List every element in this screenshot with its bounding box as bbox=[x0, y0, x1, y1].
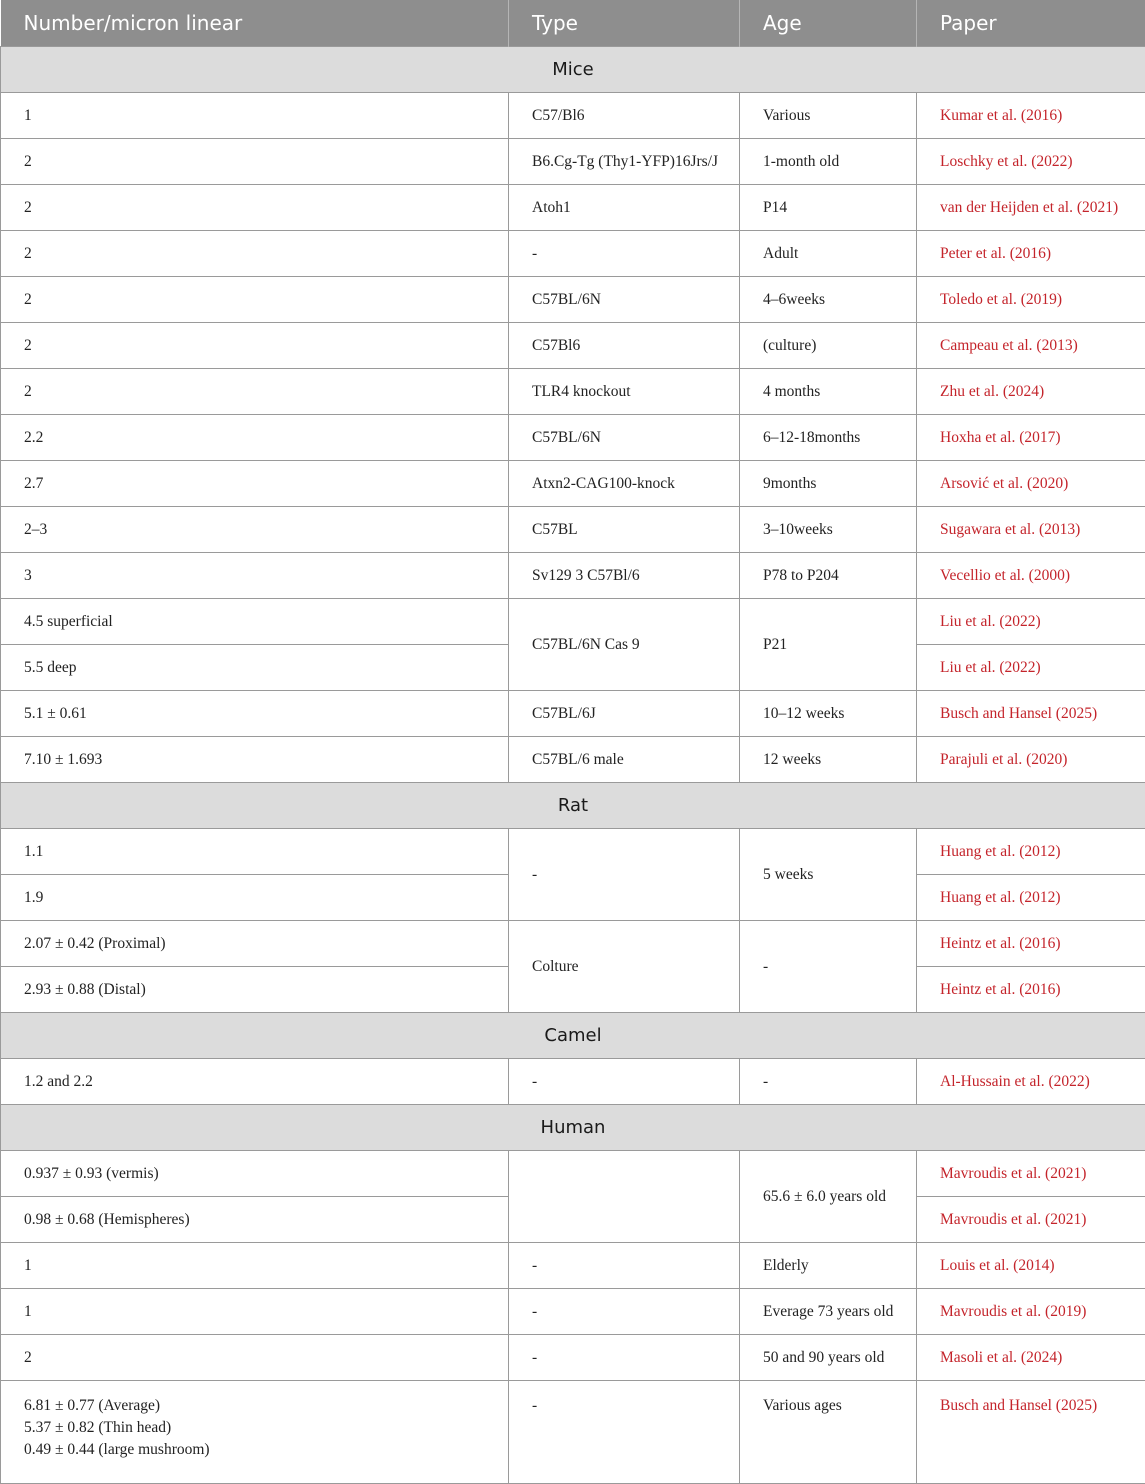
paper-link[interactable]: Vecellio et al. (2000) bbox=[917, 553, 1145, 599]
type-cell: C57BL/6N bbox=[509, 415, 740, 461]
number-cell: 4.5 superficial bbox=[1, 599, 509, 645]
number-cell: 1.1 bbox=[1, 829, 509, 875]
number-cell: 2 bbox=[1, 139, 509, 185]
section-row-rat bbox=[1, 783, 1145, 829]
table-row bbox=[1, 369, 1145, 415]
paper-link[interactable]: Masoli et al. (2024) bbox=[917, 1335, 1145, 1381]
age-cell: Everage 73 years old bbox=[740, 1289, 917, 1335]
header-type: Type bbox=[509, 0, 740, 47]
section-row-human bbox=[1, 1105, 1145, 1151]
paper-link[interactable]: Parajuli et al. (2020) bbox=[917, 737, 1145, 783]
number-line: 6.81 ± 0.77 (Average) bbox=[24, 1395, 508, 1417]
type-cell: - bbox=[509, 1381, 740, 1484]
number-cell: 2.93 ± 0.88 (Distal) bbox=[1, 967, 509, 1013]
section-label: Camel bbox=[1, 1013, 1145, 1059]
paper-link[interactable]: Al-Hussain et al. (2022) bbox=[917, 1059, 1145, 1105]
age-cell: Elderly bbox=[740, 1243, 917, 1289]
age-cell: Various ages bbox=[740, 1381, 917, 1484]
table-row bbox=[1, 415, 1145, 461]
number-cell: 5.1 ± 0.61 bbox=[1, 691, 509, 737]
number-cell: 2 bbox=[1, 369, 509, 415]
age-cell: 3–10weeks bbox=[740, 507, 917, 553]
type-cell: - bbox=[509, 1243, 740, 1289]
number-cell: 5.5 deep bbox=[1, 645, 509, 691]
paper-link[interactable]: Hoxha et al. (2017) bbox=[917, 415, 1145, 461]
age-cell: (culture) bbox=[740, 323, 917, 369]
number-cell: 2 bbox=[1, 323, 509, 369]
type-cell: C57/Bl6 bbox=[509, 93, 740, 139]
table-row bbox=[1, 323, 1145, 369]
age-cell: 4 months bbox=[740, 369, 917, 415]
paper-link[interactable]: Liu et al. (2022) bbox=[917, 599, 1145, 645]
number-cell: 2.7 bbox=[1, 461, 509, 507]
section-row-camel bbox=[1, 1013, 1145, 1059]
paper-link[interactable]: Loschky et al. (2022) bbox=[917, 139, 1145, 185]
age-cell: P78 to P204 bbox=[740, 553, 917, 599]
age-cell: 12 weeks bbox=[740, 737, 917, 783]
age-cell: 50 and 90 years old bbox=[740, 1335, 917, 1381]
number-cell: 7.10 ± 1.693 bbox=[1, 737, 509, 783]
paper-link[interactable]: Kumar et al. (2016) bbox=[917, 93, 1145, 139]
paper-link[interactable]: Mavroudis et al. (2019) bbox=[917, 1289, 1145, 1335]
type-cell: Sv129 3 C57Bl/6 bbox=[509, 553, 740, 599]
age-cell: 9months bbox=[740, 461, 917, 507]
number-cell: 2–3 bbox=[1, 507, 509, 553]
paper-link[interactable]: Busch and Hansel (2025) bbox=[917, 1381, 1145, 1484]
age-cell: 5 weeks bbox=[740, 829, 917, 921]
type-cell bbox=[509, 1151, 740, 1243]
table-row bbox=[1, 185, 1145, 231]
section-label: Rat bbox=[1, 783, 1145, 829]
table-row bbox=[1, 1381, 1145, 1484]
number-cell: 2 bbox=[1, 1335, 509, 1381]
type-cell: Atoh1 bbox=[509, 185, 740, 231]
type-cell: C57BL/6N Cas 9 bbox=[509, 599, 740, 691]
table-row bbox=[1, 1289, 1145, 1335]
paper-link[interactable]: Sugawara et al. (2013) bbox=[917, 507, 1145, 553]
table-row bbox=[1, 461, 1145, 507]
paper-link[interactable]: van der Heijden et al. (2021) bbox=[917, 185, 1145, 231]
number-cell: 2 bbox=[1, 231, 509, 277]
table-row bbox=[1, 1059, 1145, 1105]
number-cell: 1.2 and 2.2 bbox=[1, 1059, 509, 1105]
header-age: Age bbox=[740, 0, 917, 47]
number-line: 0.49 ± 0.44 (large mushroom) bbox=[24, 1439, 508, 1461]
age-cell: Adult bbox=[740, 231, 917, 277]
type-cell: - bbox=[509, 1289, 740, 1335]
paper-link[interactable]: Louis et al. (2014) bbox=[917, 1243, 1145, 1289]
paper-link[interactable]: Huang et al. (2012) bbox=[917, 875, 1145, 921]
section-row-mice bbox=[1, 47, 1145, 93]
type-cell: C57BL/6J bbox=[509, 691, 740, 737]
type-cell: B6.Cg-Tg (Thy1-YFP)16Jrs/J bbox=[509, 139, 740, 185]
section-label: Human bbox=[1, 1105, 1145, 1151]
number-cell: 3 bbox=[1, 553, 509, 599]
number-cell: 2 bbox=[1, 185, 509, 231]
age-cell: - bbox=[740, 1059, 917, 1105]
table-row bbox=[1, 277, 1145, 323]
table-row bbox=[1, 1151, 1145, 1197]
age-cell: P14 bbox=[740, 185, 917, 231]
paper-link[interactable]: Toledo et al. (2019) bbox=[917, 277, 1145, 323]
type-cell: C57BL/6 male bbox=[509, 737, 740, 783]
type-cell: C57BL/6N bbox=[509, 277, 740, 323]
type-cell: C57Bl6 bbox=[509, 323, 740, 369]
paper-link[interactable]: Mavroudis et al. (2021) bbox=[917, 1197, 1145, 1243]
section-label: Mice bbox=[1, 47, 1145, 93]
age-cell: 4–6weeks bbox=[740, 277, 917, 323]
type-cell: TLR4 knockout bbox=[509, 369, 740, 415]
table-row bbox=[1, 553, 1145, 599]
table-row bbox=[1, 829, 1145, 875]
header-number: Number/micron linear bbox=[1, 0, 509, 47]
type-cell: C57BL bbox=[509, 507, 740, 553]
number-cell bbox=[1, 1381, 509, 1484]
age-cell: 1-month old bbox=[740, 139, 917, 185]
table-row bbox=[1, 599, 1145, 645]
number-cell: 0.98 ± 0.68 (Hemispheres) bbox=[1, 1197, 509, 1243]
header-paper: Paper bbox=[917, 0, 1145, 47]
number-cell: 1.9 bbox=[1, 875, 509, 921]
age-cell: 65.6 ± 6.0 years old bbox=[740, 1151, 917, 1243]
table-row bbox=[1, 1243, 1145, 1289]
table-row bbox=[1, 737, 1145, 783]
type-cell: - bbox=[509, 1335, 740, 1381]
table-row bbox=[1, 691, 1145, 737]
table-row bbox=[1, 507, 1145, 553]
number-cell: 1 bbox=[1, 1289, 509, 1335]
type-cell: Atxn2-CAG100-knock bbox=[509, 461, 740, 507]
age-cell: 6–12-18months bbox=[740, 415, 917, 461]
paper-link[interactable]: Arsović et al. (2020) bbox=[917, 461, 1145, 507]
paper-link[interactable]: Zhu et al. (2024) bbox=[917, 369, 1145, 415]
paper-link[interactable]: Mavroudis et al. (2021) bbox=[917, 1151, 1145, 1197]
type-cell: - bbox=[509, 829, 740, 921]
table-row bbox=[1, 921, 1145, 967]
table-row bbox=[1, 1335, 1145, 1381]
header-row bbox=[1, 0, 1145, 47]
paper-link[interactable]: Peter et al. (2016) bbox=[917, 231, 1145, 277]
number-cell: 1 bbox=[1, 93, 509, 139]
table-row bbox=[1, 93, 1145, 139]
paper-link[interactable]: Huang et al. (2012) bbox=[917, 829, 1145, 875]
paper-link[interactable]: Campeau et al. (2013) bbox=[917, 323, 1145, 369]
table-row bbox=[1, 231, 1145, 277]
age-cell: - bbox=[740, 921, 917, 1013]
paper-link[interactable]: Busch and Hansel (2025) bbox=[917, 691, 1145, 737]
number-cell: 1 bbox=[1, 1243, 509, 1289]
number-cell: 2 bbox=[1, 277, 509, 323]
paper-link[interactable]: Heintz et al. (2016) bbox=[917, 967, 1145, 1013]
number-cell: 0.937 ± 0.93 (vermis) bbox=[1, 1151, 509, 1197]
type-cell: - bbox=[509, 1059, 740, 1105]
number-cell: 2.07 ± 0.42 (Proximal) bbox=[1, 921, 509, 967]
age-cell: P21 bbox=[740, 599, 917, 691]
number-line: 5.37 ± 0.82 (Thin head) bbox=[24, 1417, 508, 1439]
type-cell: - bbox=[509, 231, 740, 277]
age-cell: 10–12 weeks bbox=[740, 691, 917, 737]
paper-link[interactable]: Liu et al. (2022) bbox=[917, 645, 1145, 691]
paper-link[interactable]: Heintz et al. (2016) bbox=[917, 921, 1145, 967]
table-row bbox=[1, 139, 1145, 185]
age-cell: Various bbox=[740, 93, 917, 139]
type-cell: Colture bbox=[509, 921, 740, 1013]
number-cell: 2.2 bbox=[1, 415, 509, 461]
